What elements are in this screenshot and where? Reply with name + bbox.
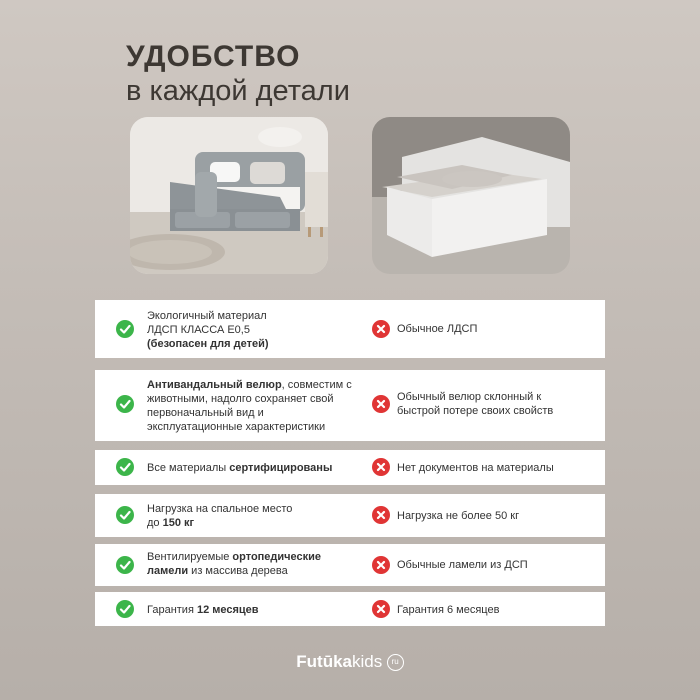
good-text-1: Экологичный материал — [147, 310, 267, 322]
good-text-bold: 150 кг — [162, 517, 195, 529]
cross-icon — [372, 556, 390, 574]
bad-text: Нет документов на материалы — [397, 462, 554, 474]
grey-velour-bed-photo — [130, 117, 328, 274]
bad-text: Обычные ламели из ДСП — [397, 559, 528, 571]
comparison-row-slats — [95, 544, 605, 586]
comparison-row-material — [95, 300, 605, 358]
check-icon — [116, 506, 134, 524]
page-title — [126, 40, 350, 108]
comparison-row-certification — [95, 450, 605, 485]
good-text-1: Гарантия — [147, 604, 197, 616]
cross-icon — [372, 395, 390, 413]
good-text-2: до — [147, 517, 163, 529]
comparison-row-velour — [95, 370, 605, 441]
good-text-2: ЛДСП КЛАССА Е0,5 — [147, 324, 250, 336]
good-text-bold: Антивандальный велюр — [147, 379, 282, 391]
good-text-rest: , совместим с животными, надолго сохраняет свой первоначальный вид и эксплуатационные характеристики — [147, 379, 352, 433]
cross-icon — [372, 506, 390, 524]
title-line-1: УДОБСТВО — [126, 40, 301, 73]
cross-icon — [372, 320, 390, 338]
title-line-2: в каждой детали — [126, 75, 350, 107]
bad-text: Обычный велюр склонный к быстрой потере своих свойств — [397, 391, 554, 417]
good-text-3: (безопасен для детей) — [147, 338, 269, 350]
bad-text: Нагрузка не более 50 кг — [397, 510, 520, 522]
check-icon — [116, 320, 134, 338]
brand-kids: kids — [352, 652, 383, 671]
comparison-row-warranty — [95, 592, 605, 626]
check-icon — [116, 395, 134, 413]
brand-ru-badge: ru — [387, 654, 404, 671]
comparison-row-load — [95, 494, 605, 537]
brand-logo — [0, 652, 700, 672]
good-text-1: Вентилируемые — [147, 551, 233, 563]
good-text-rest: из массива дерева — [188, 565, 288, 577]
bad-text: Гарантия 6 месяцев — [397, 604, 500, 616]
cross-icon — [372, 600, 390, 618]
good-text-1: Все материалы — [147, 462, 230, 474]
cross-icon — [372, 458, 390, 476]
good-text-bold: 12 месяцев — [196, 604, 259, 616]
good-text-1: Нагрузка на спальное место — [147, 503, 293, 515]
brand-name: Futūka — [296, 652, 353, 671]
check-icon — [116, 600, 134, 618]
good-text-bold: ортопедические ламели — [147, 551, 322, 577]
white-chipboard-bed-photo — [372, 117, 570, 274]
check-icon — [116, 556, 134, 574]
check-icon — [116, 458, 134, 476]
bad-text: Обычное ЛДСП — [397, 323, 478, 335]
good-text-bold: сертифицированы — [229, 462, 333, 474]
